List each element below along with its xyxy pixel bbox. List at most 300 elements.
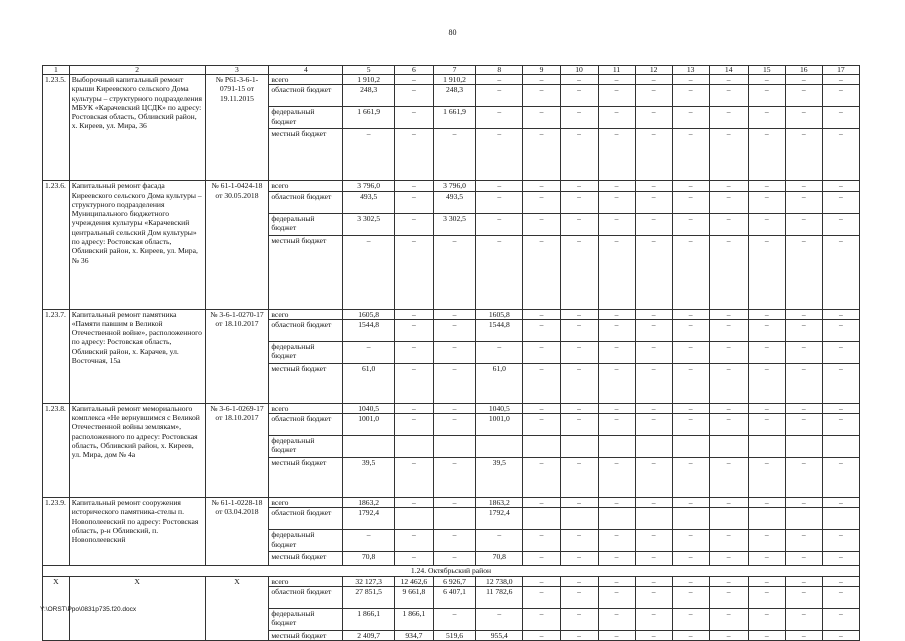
value-cell: 1863,2 <box>476 498 523 508</box>
value-cell: – <box>822 530 859 552</box>
value-cell <box>433 436 475 458</box>
value-cell: – <box>523 609 560 631</box>
funding-source-label: всего <box>269 576 343 586</box>
value-cell <box>560 508 598 530</box>
value-cell: – <box>785 458 822 498</box>
column-number: 8 <box>476 66 523 75</box>
value-cell: – <box>709 458 748 498</box>
page-number: 80 <box>448 28 457 37</box>
value-cell: – <box>635 191 672 213</box>
value-cell: – <box>343 341 394 363</box>
value-cell: – <box>748 498 785 508</box>
funding-source-label: областной бюджет <box>269 414 343 436</box>
value-cell: 12 738,0 <box>476 576 523 586</box>
value-cell: – <box>523 235 560 309</box>
value-cell: 934,7 <box>394 631 433 641</box>
value-cell: 3 302,5 <box>433 213 475 235</box>
value-cell <box>672 436 709 458</box>
column-number: 16 <box>785 66 822 75</box>
value-cell: – <box>560 235 598 309</box>
value-cell: – <box>709 498 748 508</box>
value-cell: – <box>672 576 709 586</box>
value-cell: – <box>709 107 748 129</box>
value-cell: – <box>560 552 598 566</box>
value-cell: – <box>523 530 560 552</box>
value-cell: – <box>560 458 598 498</box>
value-cell: – <box>394 191 433 213</box>
value-cell: 2 409,7 <box>343 631 394 641</box>
value-cell: – <box>476 213 523 235</box>
value-cell: – <box>598 341 635 363</box>
value-cell: – <box>598 309 635 319</box>
value-cell: – <box>635 181 672 191</box>
value-cell <box>709 436 748 458</box>
value-cell: – <box>635 609 672 631</box>
column-number: 15 <box>748 66 785 75</box>
value-cell: – <box>433 341 475 363</box>
value-cell: – <box>635 458 672 498</box>
value-cell: – <box>476 530 523 552</box>
value-cell: – <box>598 576 635 586</box>
value-cell: – <box>476 609 523 631</box>
value-cell: – <box>822 107 859 129</box>
value-cell <box>394 436 433 458</box>
value-cell: – <box>598 631 635 641</box>
funding-source-label: областной бюджет <box>269 85 343 107</box>
value-cell: – <box>748 107 785 129</box>
value-cell: – <box>822 587 859 609</box>
value-cell: – <box>785 498 822 508</box>
value-cell: – <box>785 576 822 586</box>
value-cell: – <box>560 181 598 191</box>
value-cell: – <box>635 403 672 413</box>
value-cell: – <box>343 530 394 552</box>
value-cell: 1040,5 <box>343 403 394 413</box>
value-cell: – <box>785 129 822 181</box>
value-cell: – <box>709 587 748 609</box>
value-cell: – <box>598 85 635 107</box>
column-number: 3 <box>205 66 269 75</box>
value-cell: – <box>635 319 672 341</box>
funding-source-label: областной бюджет <box>269 319 343 341</box>
value-cell: – <box>598 75 635 85</box>
value-cell: – <box>709 609 748 631</box>
funding-source-label: всего <box>269 403 343 413</box>
value-cell: 39,5 <box>343 458 394 498</box>
value-cell: – <box>785 609 822 631</box>
value-cell: – <box>822 498 859 508</box>
value-cell: – <box>433 309 475 319</box>
value-cell: – <box>476 85 523 107</box>
value-cell: – <box>635 631 672 641</box>
value-cell: – <box>394 498 433 508</box>
value-cell: – <box>598 129 635 181</box>
table-row <box>43 181 860 191</box>
value-cell: – <box>523 129 560 181</box>
value-cell: – <box>560 75 598 85</box>
funding-source-label: местный бюджет <box>269 235 343 309</box>
value-cell: 27 851,5 <box>343 587 394 609</box>
value-cell: 6 407,1 <box>433 587 475 609</box>
value-cell: – <box>748 181 785 191</box>
value-cell: – <box>394 403 433 413</box>
value-cell: – <box>822 552 859 566</box>
value-cell: – <box>394 85 433 107</box>
value-cell: – <box>523 403 560 413</box>
value-cell: – <box>523 587 560 609</box>
column-number: 4 <box>269 66 343 75</box>
value-cell: – <box>672 213 709 235</box>
value-cell: – <box>672 363 709 403</box>
value-cell: – <box>523 498 560 508</box>
value-cell: – <box>822 129 859 181</box>
column-number: 11 <box>598 66 635 75</box>
value-cell: 1001,0 <box>476 414 523 436</box>
value-cell: – <box>635 587 672 609</box>
value-cell: – <box>598 107 635 129</box>
value-cell: – <box>822 576 859 586</box>
table-row <box>43 498 860 508</box>
column-number: 9 <box>523 66 560 75</box>
value-cell: – <box>785 309 822 319</box>
value-cell: – <box>748 530 785 552</box>
value-cell: – <box>785 414 822 436</box>
value-cell: – <box>785 75 822 85</box>
value-cell: – <box>635 341 672 363</box>
value-cell: – <box>709 403 748 413</box>
table-row <box>43 403 860 413</box>
value-cell <box>598 508 635 530</box>
column-number: 17 <box>822 66 859 75</box>
value-cell: – <box>748 631 785 641</box>
value-cell: – <box>672 191 709 213</box>
value-cell: 1605,8 <box>343 309 394 319</box>
value-cell: – <box>748 587 785 609</box>
value-cell: 11 782,6 <box>476 587 523 609</box>
value-cell: – <box>560 363 598 403</box>
value-cell: – <box>598 587 635 609</box>
value-cell: – <box>598 191 635 213</box>
value-cell: – <box>672 107 709 129</box>
value-cell: – <box>672 403 709 413</box>
value-cell: – <box>822 631 859 641</box>
value-cell: – <box>822 191 859 213</box>
value-cell: – <box>523 576 560 586</box>
column-number: 7 <box>433 66 475 75</box>
value-cell: – <box>822 75 859 85</box>
column-number: 5 <box>343 66 394 75</box>
value-cell: – <box>394 458 433 498</box>
value-cell: – <box>822 609 859 631</box>
value-cell: – <box>343 235 394 309</box>
value-cell: – <box>635 498 672 508</box>
funding-source-label: всего <box>269 498 343 508</box>
value-cell: 1605,8 <box>476 309 523 319</box>
value-cell: – <box>343 129 394 181</box>
value-cell: – <box>748 75 785 85</box>
value-cell: – <box>672 319 709 341</box>
funding-source-label: всего <box>269 309 343 319</box>
value-cell: 1 661,9 <box>343 107 394 129</box>
value-cell: – <box>523 309 560 319</box>
entry-name: Выборочный капитальный ремонт крыши Киреевского сельского Дома культуры – структурного подразделения МБУК «Карачевский ЦСДК» по адресу: Ростовская область, Обливский район, х. Киреев, ул. Мира, 36 <box>69 75 205 181</box>
entry-document: № 61-1-0228-18 от 03.04.2018 <box>205 498 269 566</box>
value-cell: – <box>709 576 748 586</box>
value-cell: – <box>672 498 709 508</box>
summary-x: Х <box>205 576 269 641</box>
value-cell: – <box>635 107 672 129</box>
value-cell: – <box>785 530 822 552</box>
column-number: 1 <box>43 66 70 75</box>
value-cell: – <box>433 414 475 436</box>
funding-source-label: федеральный бюджет <box>269 436 343 458</box>
column-number: 2 <box>69 66 205 75</box>
value-cell: – <box>394 75 433 85</box>
value-cell <box>433 508 475 530</box>
value-cell: 248,3 <box>433 85 475 107</box>
value-cell: – <box>748 363 785 403</box>
value-cell: – <box>748 85 785 107</box>
value-cell: – <box>672 631 709 641</box>
summary-x: Х <box>69 576 205 641</box>
value-cell: – <box>672 309 709 319</box>
value-cell: – <box>709 319 748 341</box>
funding-source-label: всего <box>269 75 343 85</box>
value-cell: – <box>822 341 859 363</box>
value-cell: – <box>476 75 523 85</box>
value-cell: – <box>560 631 598 641</box>
value-cell: – <box>560 213 598 235</box>
value-cell: – <box>560 576 598 586</box>
value-cell: – <box>560 129 598 181</box>
value-cell: – <box>560 191 598 213</box>
funding-source-label: федеральный бюджет <box>269 341 343 363</box>
entry-name: Капитальный ремонт фасада Киреевского сельского Дома культуры – структурного подразделения Муниципального бюджетного учреждения культуры «Карачевский центральный сельский Дом культуры» по адресу: Ростовская область, Обливский район, х. Киреев, ул. Мира, № 36 <box>69 181 205 309</box>
value-cell: – <box>822 213 859 235</box>
value-cell: 3 796,0 <box>433 181 475 191</box>
value-cell: 12 462,6 <box>394 576 433 586</box>
entry-id: 1.23.5. <box>43 75 70 181</box>
value-cell: – <box>822 319 859 341</box>
value-cell <box>598 436 635 458</box>
funding-source-label: местный бюджет <box>269 631 343 641</box>
value-cell: – <box>598 609 635 631</box>
value-cell: – <box>672 587 709 609</box>
value-cell: – <box>394 414 433 436</box>
value-cell: 1 661,9 <box>433 107 475 129</box>
value-cell: – <box>635 309 672 319</box>
value-cell: – <box>523 107 560 129</box>
value-cell: – <box>523 341 560 363</box>
value-cell: – <box>709 309 748 319</box>
value-cell: 1001,0 <box>343 414 394 436</box>
funding-source-label: областной бюджет <box>269 587 343 609</box>
value-cell: – <box>523 85 560 107</box>
value-cell: – <box>785 403 822 413</box>
value-cell: – <box>748 403 785 413</box>
value-cell: – <box>523 213 560 235</box>
value-cell: – <box>709 341 748 363</box>
value-cell: – <box>672 341 709 363</box>
value-cell: – <box>672 552 709 566</box>
value-cell: 39,5 <box>476 458 523 498</box>
value-cell <box>785 436 822 458</box>
value-cell: – <box>598 363 635 403</box>
value-cell <box>476 436 523 458</box>
value-cell: – <box>523 191 560 213</box>
value-cell: – <box>523 319 560 341</box>
value-cell <box>709 508 748 530</box>
value-cell: – <box>394 107 433 129</box>
value-cell: – <box>476 181 523 191</box>
value-cell: – <box>709 75 748 85</box>
value-cell: – <box>822 414 859 436</box>
value-cell: – <box>635 129 672 181</box>
value-cell: – <box>822 309 859 319</box>
file-path-footer: Y:\ORST\Ppo\0831p735.f20.docx <box>40 606 137 613</box>
value-cell: – <box>394 129 433 181</box>
value-cell <box>822 436 859 458</box>
value-cell: – <box>394 235 433 309</box>
entry-id: 1.23.9. <box>43 498 70 566</box>
value-cell: – <box>476 235 523 309</box>
value-cell: – <box>394 319 433 341</box>
entry-id: 1.23.8. <box>43 403 70 497</box>
value-cell: – <box>748 552 785 566</box>
value-cell: 1863,2 <box>343 498 394 508</box>
value-cell: – <box>748 309 785 319</box>
value-cell: – <box>433 363 475 403</box>
value-cell: – <box>523 363 560 403</box>
value-cell: – <box>672 75 709 85</box>
value-cell: – <box>523 181 560 191</box>
value-cell: 1792,4 <box>476 508 523 530</box>
value-cell: – <box>822 458 859 498</box>
value-cell: – <box>672 414 709 436</box>
value-cell: 61,0 <box>476 363 523 403</box>
funding-source-label: областной бюджет <box>269 191 343 213</box>
value-cell: – <box>433 609 475 631</box>
value-cell: – <box>598 498 635 508</box>
value-cell: 955,4 <box>476 631 523 641</box>
value-cell: – <box>709 235 748 309</box>
value-cell: – <box>476 107 523 129</box>
value-cell: – <box>709 191 748 213</box>
value-cell: 32 127,3 <box>343 576 394 586</box>
entry-document: № 3-6-1-0270-17 от 18.10.2017 <box>205 309 269 403</box>
section-title: 1.24. Октябрьский район <box>43 566 860 576</box>
value-cell: – <box>560 309 598 319</box>
value-cell: – <box>822 85 859 107</box>
value-cell: 61,0 <box>343 363 394 403</box>
value-cell: – <box>785 319 822 341</box>
value-cell: – <box>433 319 475 341</box>
budget-table <box>42 65 860 641</box>
value-cell <box>748 436 785 458</box>
value-cell: – <box>785 587 822 609</box>
value-cell <box>523 508 560 530</box>
value-cell: – <box>822 181 859 191</box>
value-cell: – <box>394 213 433 235</box>
funding-source-label: местный бюджет <box>269 458 343 498</box>
value-cell <box>748 508 785 530</box>
value-cell: – <box>748 319 785 341</box>
entry-id: 1.23.6. <box>43 181 70 309</box>
value-cell: 1 866,1 <box>343 609 394 631</box>
funding-source-label: областной бюджет <box>269 508 343 530</box>
value-cell: – <box>433 403 475 413</box>
value-cell: 1 910,2 <box>433 75 475 85</box>
value-cell: 493,5 <box>343 191 394 213</box>
value-cell: – <box>523 458 560 498</box>
column-number: 13 <box>672 66 709 75</box>
value-cell: 70,8 <box>343 552 394 566</box>
value-cell: – <box>709 181 748 191</box>
value-cell: – <box>598 235 635 309</box>
value-cell: 1 910,2 <box>343 75 394 85</box>
value-cell: – <box>785 181 822 191</box>
value-cell: – <box>822 363 859 403</box>
value-cell: – <box>748 235 785 309</box>
value-cell <box>635 508 672 530</box>
value-cell: – <box>785 341 822 363</box>
value-cell <box>523 436 560 458</box>
value-cell: – <box>748 458 785 498</box>
value-cell: – <box>433 552 475 566</box>
value-cell: – <box>394 309 433 319</box>
value-cell: – <box>709 414 748 436</box>
table-row <box>43 75 860 85</box>
value-cell <box>394 508 433 530</box>
value-cell: – <box>672 129 709 181</box>
value-cell: – <box>433 530 475 552</box>
entry-document: № Р61-3-6-1-0791-15 от 19.11.2015 <box>205 75 269 181</box>
value-cell: 1792,4 <box>343 508 394 530</box>
value-cell: – <box>635 552 672 566</box>
value-cell: – <box>672 458 709 498</box>
value-cell <box>635 436 672 458</box>
value-cell: – <box>672 181 709 191</box>
value-cell: – <box>672 530 709 552</box>
value-cell: – <box>560 85 598 107</box>
funding-source-label: местный бюджет <box>269 552 343 566</box>
value-cell: – <box>476 341 523 363</box>
value-cell: – <box>785 235 822 309</box>
value-cell: – <box>523 414 560 436</box>
value-cell: – <box>560 530 598 552</box>
table-row <box>43 309 860 319</box>
value-cell: – <box>560 587 598 609</box>
entry-name: Капитальный ремонт мемориального комплекса «Не вернувшимся с Великой Отечественной войны землякам», расположенного по адресу: Ростовская область, Обливский район, х. Киреев, ул. Мира, дом № 4а <box>69 403 205 497</box>
value-cell: 70,8 <box>476 552 523 566</box>
value-cell: – <box>672 609 709 631</box>
value-cell: – <box>560 341 598 363</box>
value-cell: 493,5 <box>433 191 475 213</box>
value-cell: – <box>785 85 822 107</box>
value-cell: – <box>748 191 785 213</box>
value-cell: 6 926,7 <box>433 576 475 586</box>
value-cell: – <box>433 129 475 181</box>
value-cell: – <box>598 319 635 341</box>
value-cell: – <box>672 235 709 309</box>
value-cell: – <box>598 403 635 413</box>
value-cell: – <box>672 85 709 107</box>
value-cell: – <box>748 341 785 363</box>
entry-name: Капитальный ремонт сооружения исторического памятника-стелы п. Новополеевский по адресу: Ростовская область, р-н Обливский, п. Новополеевский <box>69 498 205 566</box>
value-cell: – <box>785 213 822 235</box>
value-cell: – <box>748 609 785 631</box>
value-cell: – <box>598 458 635 498</box>
